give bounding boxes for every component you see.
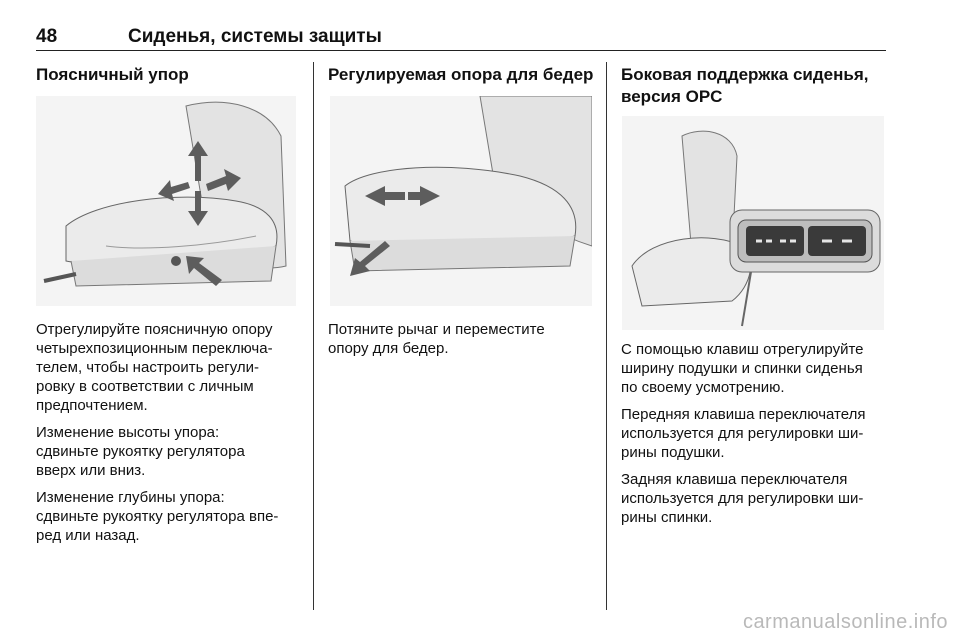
lumbar-support-illustration — [36, 96, 296, 306]
column-divider-2 — [606, 62, 607, 610]
column-lumbar-support — [36, 64, 304, 86]
page-number: 48 — [36, 26, 58, 47]
page-title: Сиденья, системы защиты — [128, 26, 382, 47]
section-heading-lumbar: Поясничный упор — [36, 65, 189, 84]
thigh-paragraph-1: Потяните рычаг и переместите опору для бедер. — [328, 321, 545, 357]
column-thigh-text — [328, 320, 598, 366]
section-heading-side-support: Боковая поддержка сиденья, версия OPC — [621, 65, 869, 106]
column-side-support — [621, 64, 891, 108]
lumbar-paragraph-2: Изменение высоты упора: сдвиньте рукоятку регулятора вверх или вниз. — [36, 424, 245, 479]
side-paragraph-2: Передняя клавиша переключателя используется для регулировки ши- рины подушки. — [621, 406, 866, 461]
lumbar-paragraph-3: Изменение глубины упора: сдвиньте рукоятку регулятора впе- ред или назад. — [36, 489, 279, 544]
side-paragraph-1: С помощью клавиш отрегулируйте ширину подушки и спинки сиденья по своему усмотрению. — [621, 341, 864, 396]
side-support-illustration — [622, 116, 884, 330]
side-paragraph-3: Задняя клавиша переключателя используется для регулировки ши- рины спинки. — [621, 471, 864, 526]
column-lumbar-text — [36, 320, 304, 553]
column-side-support-text — [621, 340, 891, 535]
section-heading-thigh: Регулируемая опора для бедер — [328, 65, 594, 84]
header-rule — [36, 50, 886, 51]
lumbar-paragraph-1: Отрегулируйте поясничную опору четырехпозиционным переключа- телем, чтобы настроить регули- ровку в соответствии с личным предпочтением. — [36, 321, 273, 414]
column-divider-1 — [313, 62, 314, 610]
watermark: carmanualsonline.info — [742, 611, 948, 633]
thigh-support-illustration — [330, 96, 592, 306]
column-thigh-support — [328, 64, 598, 86]
